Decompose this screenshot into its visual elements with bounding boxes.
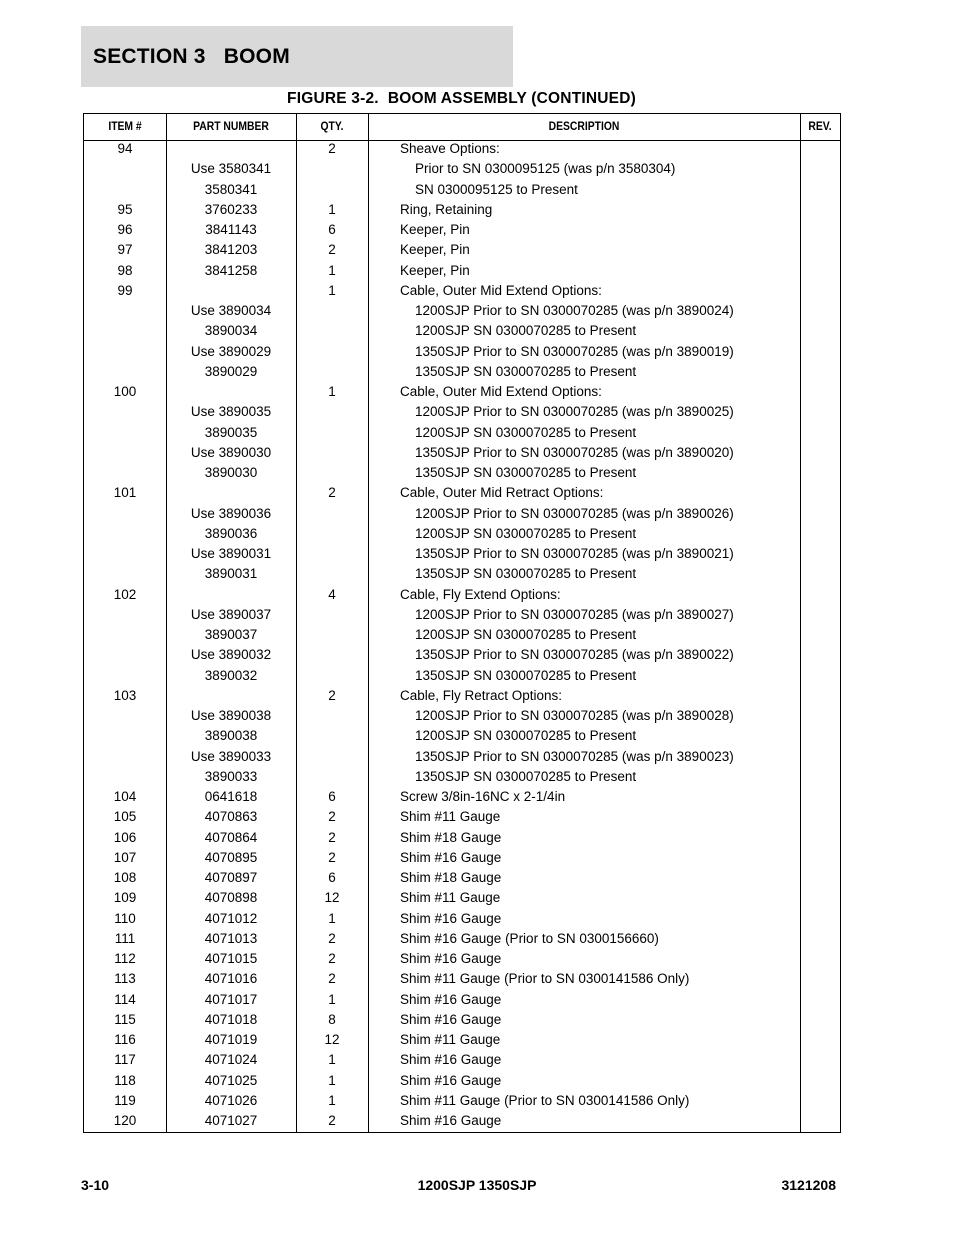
- description-cell: Ring, Retaining: [400, 201, 493, 217]
- description-cell: Keeper, Pin: [400, 262, 470, 278]
- part-number-cell: Use 3890036: [190, 505, 272, 521]
- header-part-number: PART NUMBER: [193, 121, 269, 133]
- qty-cell: 1: [328, 910, 336, 926]
- description-cell: Cable, Outer Mid Extend Options:: [400, 282, 602, 298]
- table-row: [84, 890, 840, 910]
- qty-cell: 1: [328, 991, 336, 1007]
- part-number-cell: 3890036: [204, 525, 258, 541]
- table-row: [84, 546, 840, 566]
- table-row: [84, 587, 840, 607]
- table-row: [84, 303, 840, 323]
- description-cell: Shim #18 Gauge: [400, 829, 502, 845]
- part-number-cell: 3760233: [204, 201, 258, 217]
- table-row: [84, 364, 840, 384]
- part-number-cell: 3841258: [204, 262, 258, 278]
- item-cell: 112: [114, 951, 136, 966]
- header-item: ITEM #: [108, 121, 142, 133]
- part-number-cell: 4070895: [204, 849, 258, 865]
- part-number-cell: Use 3890037: [190, 606, 272, 622]
- item-cell: 110: [114, 910, 136, 926]
- part-number-cell: 4071012: [204, 910, 258, 926]
- table-row: [84, 870, 840, 890]
- description-cell: SN 0300095125 to Present: [415, 181, 578, 197]
- table-row: [84, 526, 840, 546]
- table-row: [84, 182, 840, 202]
- table-row: [84, 141, 840, 161]
- part-number-cell: 3890034: [204, 323, 258, 339]
- description-cell: Shim #16 Gauge: [400, 991, 502, 1007]
- item-cell: 102: [113, 586, 137, 602]
- description-cell: Shim #16 Gauge: [400, 910, 502, 926]
- model-name: 1200SJP 1350SJP: [417, 1177, 537, 1193]
- qty-cell: 12: [324, 890, 340, 906]
- item-cell: 107: [113, 849, 137, 865]
- qty-cell: 2: [328, 1113, 336, 1128]
- qty-cell: 2: [328, 971, 336, 987]
- part-number-cell: 0641618: [204, 789, 258, 804]
- table-row: [84, 627, 840, 647]
- section-title: SECTION 3 BOOM: [93, 44, 290, 68]
- description-cell: Shim #11 Gauge: [400, 809, 501, 825]
- description-cell: Cable, Fly Extend Options:: [400, 586, 561, 602]
- description-cell: Shim #16 Gauge: [400, 1052, 502, 1068]
- part-number-cell: 3890029: [204, 363, 258, 379]
- qty-cell: 6: [328, 870, 336, 885]
- item-cell: 109: [113, 890, 137, 906]
- item-cell: 108: [113, 870, 137, 885]
- table-row: [84, 161, 840, 181]
- table-row: [84, 728, 840, 748]
- table-row: [84, 506, 840, 526]
- description-cell: Shim #11 Gauge (Prior to SN 0300141586 Only): [400, 971, 690, 987]
- description-cell: 1350SJP Prior to SN 0300070285 (was p/n 3890019): [415, 343, 734, 359]
- part-number-cell: Use 3890031: [190, 546, 272, 561]
- item-cell: 117: [114, 1052, 136, 1068]
- header-description: DESCRIPTION: [548, 121, 620, 133]
- item-cell: 118: [114, 1072, 136, 1088]
- parts-table: [83, 113, 841, 1133]
- item-cell: 100: [113, 384, 137, 399]
- part-number-cell: 3580341: [204, 181, 258, 197]
- description-cell: Shim #11 Gauge: [400, 1032, 501, 1047]
- part-number-cell: 3890032: [204, 667, 258, 683]
- description-cell: 1350SJP SN 0300070285 to Present: [415, 363, 637, 379]
- description-cell: Shim #16 Gauge: [400, 1072, 502, 1088]
- table-row: [84, 1012, 840, 1032]
- part-number-cell: 3890030: [204, 465, 258, 480]
- part-number-cell: 4071018: [204, 1011, 258, 1027]
- item-cell: 99: [117, 282, 133, 298]
- table-row: [84, 688, 840, 708]
- description-cell: Cable, Outer Mid Extend Options:: [400, 384, 602, 399]
- qty-cell: 1: [328, 262, 336, 278]
- description-cell: Cable, Outer Mid Retract Options:: [400, 485, 604, 501]
- part-number-cell: Use 3890029: [190, 343, 272, 359]
- description-cell: 1350SJP SN 0300070285 to Present: [415, 768, 637, 784]
- figure-title: FIGURE 3-2. BOOM ASSEMBLY (CONTINUED): [287, 90, 636, 107]
- header-qty: QTY.: [320, 121, 344, 133]
- description-cell: Shim #16 Gauge: [400, 951, 502, 966]
- description-cell: 1350SJP Prior to SN 0300070285 (was p/n 3890023): [415, 748, 734, 764]
- part-number-cell: 4071016: [204, 971, 258, 987]
- qty-cell: 1: [328, 1052, 336, 1068]
- table-row: [84, 485, 840, 505]
- header-rev: REV.: [808, 121, 832, 133]
- description-cell: Sheave Options:: [400, 141, 500, 156]
- table-row: [84, 1032, 840, 1052]
- part-number-cell: 4071027: [204, 1113, 258, 1128]
- qty-cell: 6: [328, 222, 336, 237]
- description-cell: Keeper, Pin: [400, 222, 470, 237]
- part-number-cell: 4071026: [204, 1092, 258, 1108]
- part-number-cell: 4071024: [204, 1052, 258, 1068]
- qty-cell: 1: [328, 1092, 336, 1108]
- table-row: [84, 931, 840, 951]
- description-cell: 1200SJP Prior to SN 0300070285 (was p/n 3890026): [415, 505, 734, 521]
- part-number-cell: Use 3580341: [190, 161, 272, 177]
- item-cell: 105: [113, 809, 137, 825]
- part-number-cell: Use 3890030: [190, 444, 272, 460]
- table-row: [84, 1093, 840, 1113]
- table-row: [84, 830, 840, 850]
- part-number-cell: 4071017: [204, 991, 258, 1007]
- part-number-cell: 3841203: [204, 242, 258, 258]
- part-number-cell: 4071019: [204, 1032, 258, 1047]
- description-cell: Shim #16 Gauge (Prior to SN 0300156660): [400, 930, 659, 946]
- qty-cell: 2: [328, 242, 336, 258]
- description-cell: 1200SJP SN 0300070285 to Present: [415, 323, 637, 339]
- description-cell: Shim #16 Gauge: [400, 1113, 502, 1128]
- table-row: [84, 971, 840, 991]
- part-number-cell: 3841143: [205, 222, 257, 237]
- description-cell: Keeper, Pin: [400, 242, 470, 258]
- table-row: [84, 1073, 840, 1093]
- table-row: [84, 850, 840, 870]
- item-cell: 113: [114, 971, 136, 987]
- qty-cell: 1: [328, 282, 336, 298]
- item-cell: 101: [113, 485, 137, 501]
- qty-cell: 4: [328, 586, 336, 602]
- description-cell: 1200SJP SN 0300070285 to Present: [415, 424, 637, 440]
- item-cell: 104: [113, 789, 137, 804]
- description-cell: Shim #11 Gauge (Prior to SN 0300141586 Only): [400, 1092, 690, 1108]
- table-row: [84, 769, 840, 789]
- table-row: [84, 951, 840, 971]
- table-row: [84, 1052, 840, 1072]
- qty-cell: 2: [328, 849, 336, 865]
- table-row: [84, 283, 840, 303]
- part-number-cell: Use 3890034: [190, 303, 272, 318]
- part-number-cell: 4071025: [204, 1072, 258, 1088]
- qty-cell: 8: [328, 1011, 336, 1027]
- table-row: [84, 708, 840, 728]
- part-number-cell: 4070897: [204, 870, 258, 885]
- table-row: [84, 668, 840, 688]
- table-row: [84, 384, 840, 404]
- table-row: [84, 323, 840, 343]
- qty-cell: 2: [328, 951, 336, 966]
- item-cell: 98: [117, 262, 133, 278]
- part-number-cell: 4070864: [204, 829, 258, 845]
- description-cell: 1350SJP Prior to SN 0300070285 (was p/n 3890021): [415, 546, 734, 561]
- description-cell: Shim #11 Gauge: [400, 890, 501, 906]
- part-number-cell: 4070898: [204, 890, 258, 906]
- table-row: [84, 404, 840, 424]
- description-cell: 1200SJP SN 0300070285 to Present: [415, 728, 637, 744]
- part-number-cell: 4070863: [204, 809, 258, 825]
- qty-cell: 6: [328, 789, 336, 804]
- item-cell: 96: [117, 222, 133, 237]
- item-cell: 116: [114, 1032, 136, 1047]
- item-cell: 97: [117, 242, 133, 258]
- table-row: [84, 202, 840, 222]
- qty-cell: 2: [328, 809, 336, 825]
- part-number-cell: Use 3890038: [190, 708, 272, 723]
- item-cell: 106: [113, 829, 137, 845]
- description-cell: Cable, Fly Retract Options:: [400, 687, 563, 703]
- item-cell: 114: [114, 991, 136, 1007]
- part-number-cell: 4071015: [204, 951, 258, 966]
- part-number-cell: 4071013: [204, 930, 258, 946]
- item-cell: 95: [117, 201, 133, 217]
- table-row: [84, 607, 840, 627]
- description-cell: 1350SJP SN 0300070285 to Present: [415, 465, 637, 480]
- qty-cell: 2: [328, 485, 336, 501]
- table-row: [84, 992, 840, 1012]
- document-number: 3121208: [781, 1177, 836, 1193]
- table-row: [84, 465, 840, 485]
- item-cell: 120: [113, 1113, 137, 1128]
- description-cell: 1200SJP Prior to SN 0300070285 (was p/n 3890028): [415, 708, 734, 723]
- table-row: [84, 647, 840, 667]
- description-cell: 1200SJP Prior to SN 0300070285 (was p/n 3890025): [415, 404, 734, 420]
- table-row: [84, 789, 840, 809]
- description-cell: 1200SJP SN 0300070285 to Present: [415, 525, 637, 541]
- part-number-cell: Use 3890032: [190, 647, 272, 663]
- table-row: [84, 344, 840, 364]
- description-cell: 1200SJP Prior to SN 0300070285 (was p/n 3890024): [415, 303, 734, 318]
- table-row: [84, 445, 840, 465]
- table-row: [84, 911, 840, 931]
- qty-cell: 1: [328, 384, 336, 399]
- part-number-cell: 3890031: [204, 566, 258, 582]
- part-number-cell: 3890035: [204, 424, 258, 440]
- description-cell: 1350SJP Prior to SN 0300070285 (was p/n 3890022): [415, 647, 734, 663]
- qty-cell: 12: [324, 1032, 340, 1047]
- description-cell: 1350SJP SN 0300070285 to Present: [415, 667, 637, 683]
- description-cell: Shim #16 Gauge: [400, 1011, 502, 1027]
- section-header: [81, 26, 513, 87]
- table-row: [84, 242, 840, 262]
- part-number-cell: Use 3890035: [190, 404, 272, 420]
- item-cell: 94: [117, 141, 133, 156]
- page-number: 3-10: [81, 1177, 110, 1193]
- description-cell: 1200SJP Prior to SN 0300070285 (was p/n 3890027): [415, 606, 734, 622]
- description-cell: Shim #16 Gauge: [400, 849, 502, 865]
- qty-cell: 2: [328, 930, 336, 946]
- part-number-cell: 3890033: [204, 768, 258, 784]
- description-cell: 1200SJP SN 0300070285 to Present: [415, 627, 637, 642]
- description-cell: Shim #18 Gauge: [400, 870, 502, 885]
- part-number-cell: 3890038: [204, 728, 258, 744]
- item-cell: 115: [114, 1011, 136, 1027]
- table-row: [84, 222, 840, 242]
- table-body: [84, 141, 840, 1133]
- item-cell: 111: [114, 930, 136, 946]
- description-cell: Screw 3/8in-16NC x 2-1/4in: [400, 789, 566, 804]
- part-number-cell: 3890037: [204, 627, 258, 642]
- table-row: [84, 1113, 840, 1133]
- qty-cell: 2: [328, 829, 336, 845]
- description-cell: 1350SJP Prior to SN 0300070285 (was p/n 3890020): [415, 444, 734, 460]
- table-row: [84, 425, 840, 445]
- qty-cell: 1: [328, 1072, 336, 1088]
- description-cell: 1350SJP SN 0300070285 to Present: [415, 566, 637, 582]
- qty-cell: 2: [328, 687, 336, 703]
- table-row: [84, 809, 840, 829]
- table-row: [84, 263, 840, 283]
- qty-cell: 1: [328, 201, 336, 217]
- description-cell: Prior to SN 0300095125 (was p/n 3580304): [415, 161, 676, 177]
- qty-cell: 2: [328, 141, 336, 156]
- table-row: [84, 749, 840, 769]
- part-number-cell: Use 3890033: [190, 748, 272, 764]
- item-cell: 119: [114, 1092, 136, 1108]
- table-row: [84, 566, 840, 586]
- item-cell: 103: [113, 687, 137, 703]
